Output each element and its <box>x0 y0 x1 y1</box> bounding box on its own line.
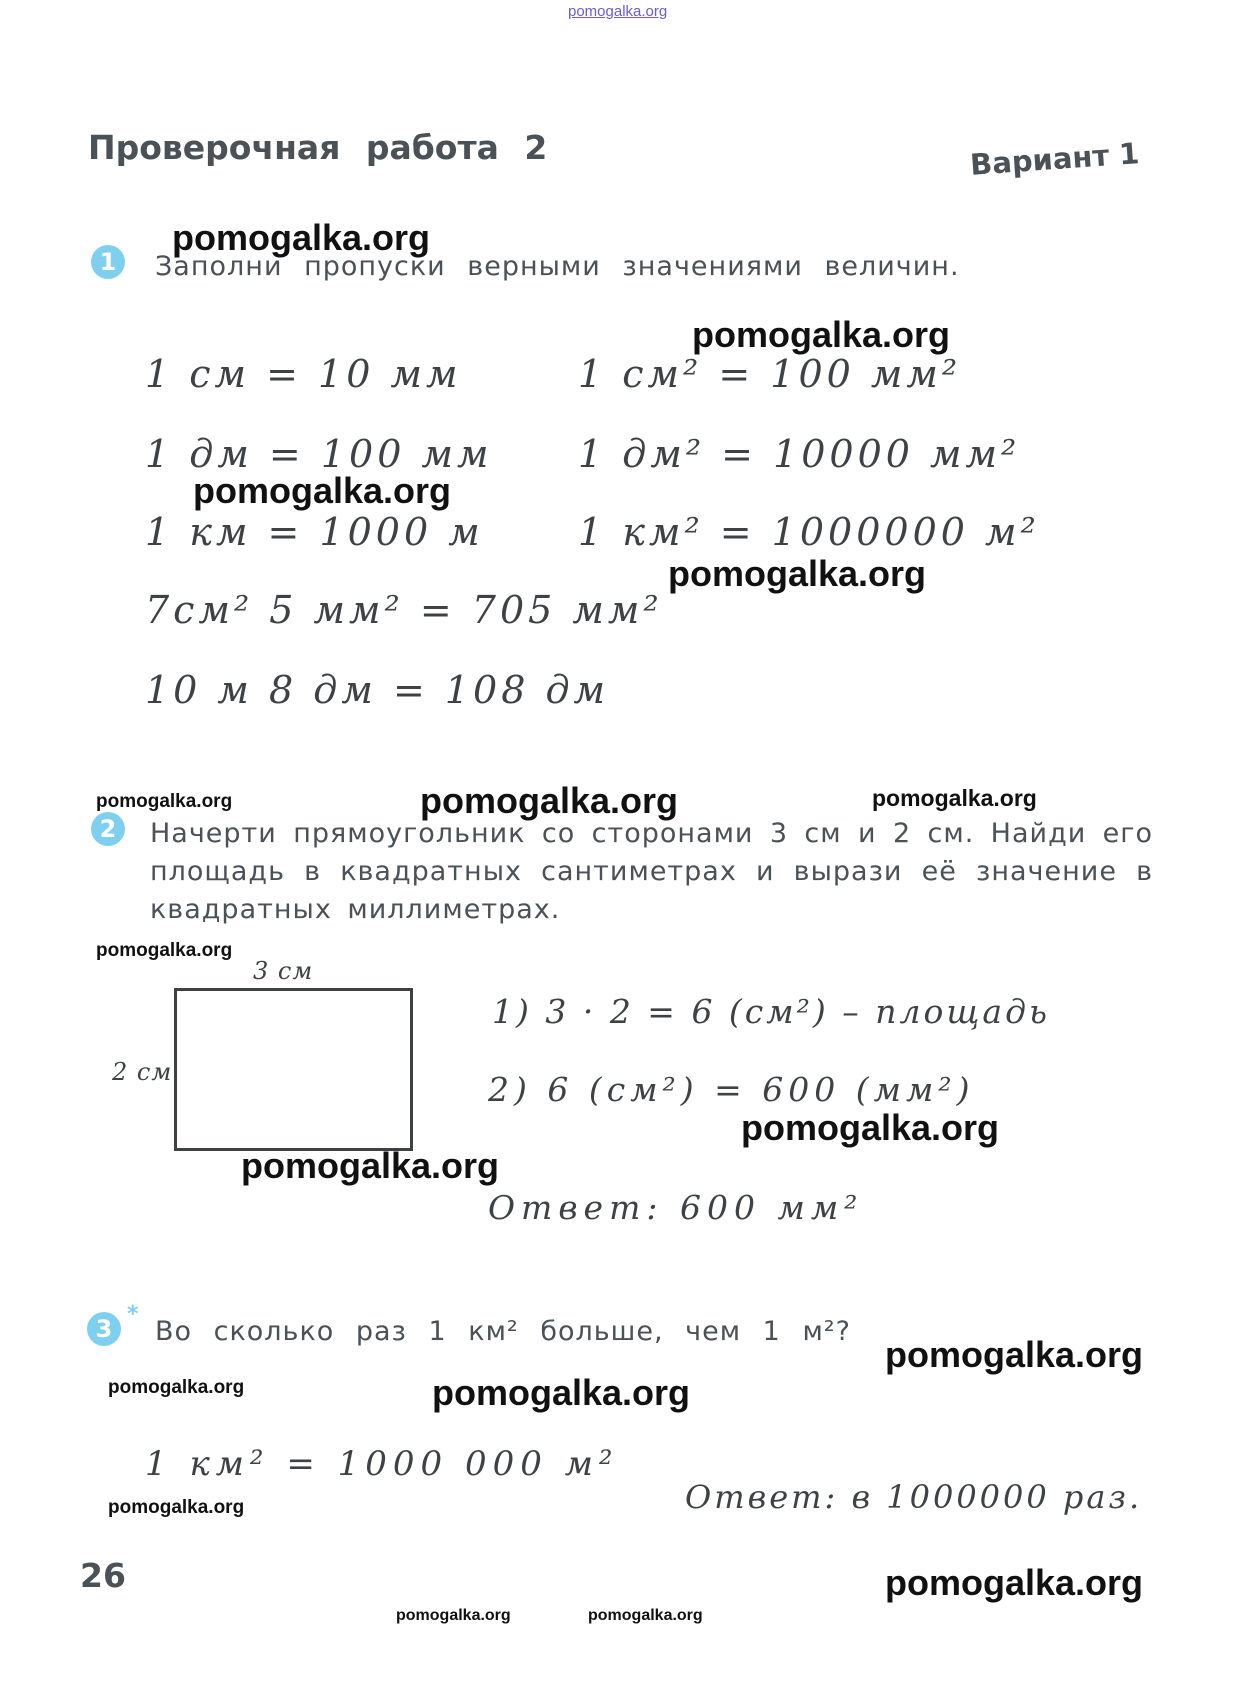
task3-marker: 3 <box>87 1312 121 1346</box>
task1-marker: 1 <box>91 245 125 279</box>
watermark: pomogalka.org <box>432 1372 691 1413</box>
rect-side-label: 2 см <box>112 1058 173 1086</box>
task2-text: Начерти прямоугольник со сторонами 3 см и 2 см. Найди его площадь в квадратных сантиметрах и вырази её значение в квадратных миллиметрах. <box>150 818 1153 925</box>
watermark: pomogalka.org <box>692 314 951 355</box>
task2-step2: 2) 6 (см²) = 600 (мм²) <box>488 1070 975 1109</box>
watermark: pomogalka.org <box>741 1107 1000 1148</box>
task2-step1: 1) 3 · 2 = 6 (см²) – площадь <box>492 992 1050 1031</box>
watermark: pomogalka.org <box>872 785 1037 811</box>
task1-answer-cm: 1 см = 10 мм <box>145 352 462 396</box>
task1-answer-dm: 1 дм = 100 мм <box>145 432 493 476</box>
task2-answer: Ответ: 600 мм² <box>488 1188 864 1227</box>
task3-text: Во сколько раз 1 км² больше, чем 1 м²? <box>155 1316 851 1347</box>
task1-text: Заполни пропуски верными значениями величин. <box>155 251 960 282</box>
watermark: pomogalka.org <box>96 940 233 961</box>
watermark: pomogalka.org <box>172 217 431 258</box>
page-number: 26 <box>80 1556 126 1595</box>
watermark: pomogalka.org <box>668 553 927 594</box>
task1-answer-cm2-mm2: 7см² 5 мм² = 705 мм² <box>145 588 663 632</box>
watermark: pomogalka.org <box>108 1497 245 1518</box>
task1-answer-cm2: 1 см² = 100 мм² <box>578 352 962 396</box>
watermark: pomogalka.org <box>885 1334 1144 1375</box>
task1-answer-m-dm: 10 м 8 дм = 108 дм <box>145 668 610 712</box>
watermark: pomogalka.org <box>108 1377 245 1398</box>
watermark: pomogalka.org <box>241 1145 500 1186</box>
task1-answer-km2: 1 км² = 1000000 м² <box>578 510 1040 554</box>
variant-label: Вариант 1 <box>969 136 1141 182</box>
task2-marker: 2 <box>91 812 125 846</box>
task1-answer-km: 1 км = 1000 м <box>145 510 484 554</box>
page-title: Проверочная работа 2 <box>88 128 548 167</box>
watermark: pomogalka.org <box>588 1607 703 1624</box>
watermark: pomogalka.org <box>885 1562 1144 1603</box>
difficulty-star-icon: * <box>127 1302 139 1327</box>
task1-answer-dm2: 1 дм² = 10000 мм² <box>578 432 1021 476</box>
watermark: pomogalka.org <box>396 1607 511 1624</box>
site-link-top[interactable]: pomogalka.org <box>568 3 668 20</box>
watermark: pomogalka.org <box>420 780 679 821</box>
task3-work: 1 км² = 1000 000 м² <box>145 1444 619 1484</box>
watermark: pomogalka.org <box>96 791 233 812</box>
rect-top-label: 3 см <box>253 957 314 985</box>
drawn-rectangle <box>174 988 413 1151</box>
task3-answer: Ответ: в 1000000 раз. <box>685 1478 1143 1516</box>
watermark: pomogalka.org <box>193 470 452 511</box>
